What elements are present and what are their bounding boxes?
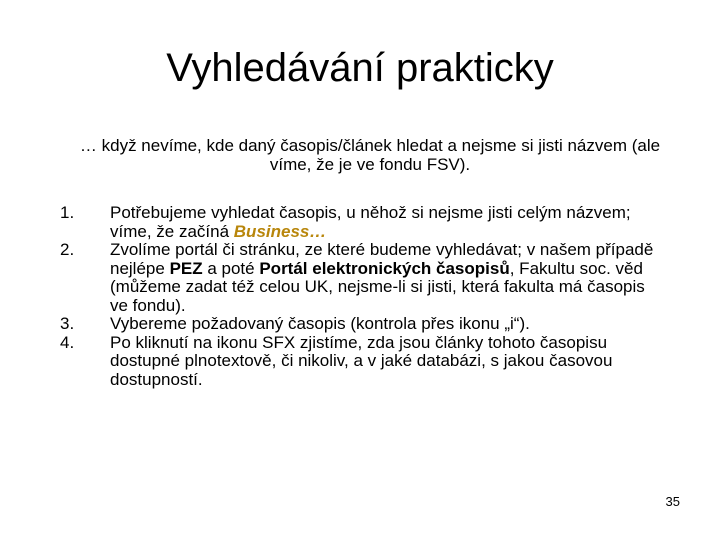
page-number: 35 [665,494,680,509]
slide-title: Vyhledávání prakticky [166,46,554,90]
bold-text-portal: Portál elektronických časopisů [259,258,510,278]
list-number: 3. [60,314,75,333]
list-text: Potřebujeme vyhledat časopis, u něhož si nejsme jisti celým názvem; víme, že začíná [110,203,631,241]
list-item [60,241,660,315]
bold-text-pez: PEZ [169,258,203,278]
list-text: Vybereme požadovaný časopis (kontrola přes ikonu „i“). [110,314,530,333]
list-number: 4. [60,332,75,352]
intro-text: … když nevíme, kde daný časopis/článek hledat a nejsme si jisti názvem (ale víme, že je ve fondu FSV). [79,136,661,174]
list-item [60,204,660,241]
list-item [60,334,660,390]
numbered-list [60,204,660,389]
emphasis-text: Business… [233,221,327,241]
list-text: Po kliknutí na ikonu SFX zjistíme, zda jsou články tohoto časopisu dostupné plnotextově, či nikoliv, a v jaké databázi, s jakou časovou dostupností. [110,332,613,389]
list-text: , Fakultu soc. věd (můžeme zadat též celou UK, nejsme-li si jisti, která fakulta má časopis ve fondu). [110,258,645,315]
list-text: Zvolíme portál či stránku, ze které budeme vyhledávat; v našem případě nejlépe [110,240,654,278]
list-number: 2. [60,240,75,259]
list-text: a poté [202,258,260,278]
list-number: 1. [60,203,75,222]
list-item [60,315,660,334]
